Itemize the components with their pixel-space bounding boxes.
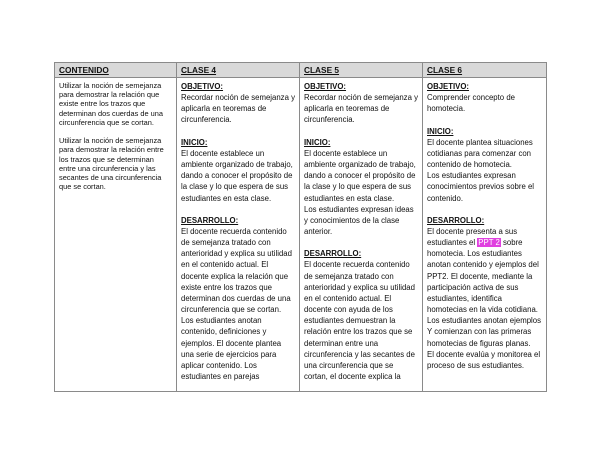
clase-6-inicio-2: Los estudiantes expresan conocimientos previos sobre el contenido. xyxy=(427,171,535,203)
clase-5-desarrollo-label: DESARROLLO: xyxy=(304,249,362,259)
ppt-2-link[interactable]: PPT 2 xyxy=(478,238,500,248)
lesson-plan-table xyxy=(54,62,547,392)
header-contenido: CONTENIDO xyxy=(55,63,177,78)
clase-4-inicio: El docente establece un ambiente organizado de trabajo, dando a conocer el propósito de la clase y lo que espera de sus estudiantes en esta clase. xyxy=(181,148,293,203)
contenido-paragraph-1: Utilizar la noción de semejanza para demostrar la relación que existe entre los trazos que determinan dos cuerdas de una circunferencia que se cortan. xyxy=(59,81,163,127)
clase-6-inicio-label: INICIO: xyxy=(427,126,454,136)
contenido-cell xyxy=(55,78,177,392)
clase-5-inicio-2: Los estudiantes expresan ideas y conocimientos de la clase anterior. xyxy=(304,204,414,237)
clase-6-desarrollo-label: DESARROLLO: xyxy=(427,215,485,225)
clase-4-desarrollo: El docente recuerda contenido de semejanza tratado con anterioridad y explica su utilidad en el contenido actual. El docente explica la relación que existe entre los trazos que determinan dos cuerdas de una circunferencia que se cortan. Los estudiantes anotan contenido, definiciones y ejemplos. El docente plantea una serie de ejercicios para aplicar contenido. Los estudiantes en parejas xyxy=(181,227,292,382)
header-row xyxy=(55,63,547,78)
clase-4-cell xyxy=(177,78,300,392)
clase-6-inicio: El docente plantea situaciones cotidianas para comenzar con contenido de homotecia. xyxy=(427,137,533,170)
clase-6-desarrollo xyxy=(427,226,542,349)
clase-5-desarrollo: El docente recuerda contenido de semejanza tratado con anterioridad y explica su utilidad en el contenido actual. El docente con ayuda de los estudiantes demuestran la relación entre los trazos que se determinan entre una circunferencia y las secantes de una circunferencia que se cortan, el docente explica la xyxy=(304,260,415,382)
clase-6-cell xyxy=(423,78,547,392)
contenido-paragraph-2: Utilizar la noción de semejanza para demostrar la relación entre los trazos que se determinan entre una circunferencia y las secantes de una circunferencia que se cortan. xyxy=(59,136,164,192)
body-row xyxy=(55,78,547,392)
clase-4-objetivo: Recordar noción de semejanza y aplicarla en teoremas de circunferencia. xyxy=(181,93,295,125)
clase-4-inicio-label: INICIO: xyxy=(181,137,208,147)
clase-6-objetivo-label: OBJETIVO: xyxy=(427,82,470,91)
clase-6-desarrollo-text-b: sobre homotecia. Los estudiantes anotan contenido y ejemplos del PPT2. El docente, mediante la participación activa de sus estudiantes, identifica homotecias en la vida cotidiana. Los estudiantes anotan ejemplos Y comienzan con las primeras homotecias de figuras planas. xyxy=(427,238,541,348)
clase-5-objetivo: Recordar noción de semejanza y aplicarla en teoremas de circunferencia. xyxy=(304,93,418,125)
header-clase-4: CLASE 4 xyxy=(177,63,300,78)
clase-5-inicio-label: INICIO: xyxy=(304,137,331,147)
clase-5-inicio: El docente establece un ambiente organizado de trabajo, dando a conocer el propósito de la clase y lo que espera de sus estudiantes en esta clase. xyxy=(304,148,416,203)
clase-6-desarrollo-2: El docente evalúa y monitorea el proceso de sus estudiantes. xyxy=(427,349,541,370)
clase-6-objetivo: Comprender concepto de homotecia. xyxy=(427,93,515,114)
clase-4-desarrollo-label: DESARROLLO: xyxy=(181,215,239,225)
clase-5-objetivo-label: OBJETIVO: xyxy=(304,82,347,91)
clase-5-cell xyxy=(300,78,423,392)
clase-4-objetivo-label: OBJETIVO: xyxy=(181,82,224,91)
clase-6-desarrollo-text-a: El docente presenta a sus estudiantes el xyxy=(427,227,518,248)
header-clase-5: CLASE 5 xyxy=(300,63,423,78)
header-clase-6: CLASE 6 xyxy=(423,63,547,78)
